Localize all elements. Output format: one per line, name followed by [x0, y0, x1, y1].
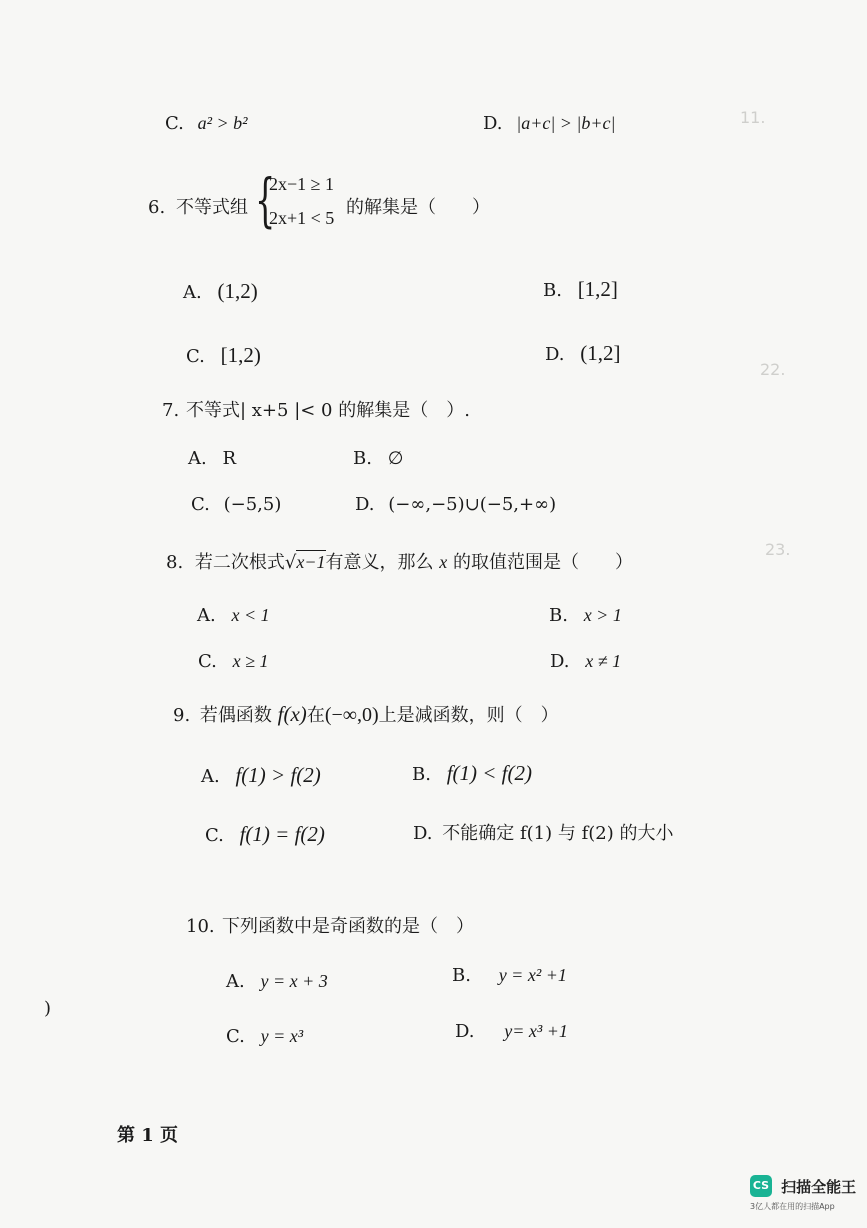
- option-value: [1,2]: [577, 277, 618, 301]
- left-brace: {: [255, 166, 276, 234]
- q7-option-a: [188, 448, 236, 470]
- q10-option-a: [226, 970, 328, 993]
- q10-option-b: [452, 964, 567, 987]
- option-label: C.: [165, 113, 184, 134]
- system-line-2: 2x+1 < 5: [269, 208, 335, 228]
- option-label: D.: [455, 1021, 475, 1042]
- q7-option-c: [191, 494, 281, 516]
- q9-stem-after: 上是减函数，则（ ）: [378, 705, 559, 726]
- option-label: D.: [413, 823, 433, 844]
- radicand: x−1: [296, 552, 326, 572]
- q6-option-a: [183, 280, 258, 304]
- q9-stem-mid: 在: [306, 705, 325, 726]
- option-label: A.: [201, 766, 220, 787]
- q9-option-d: [413, 823, 673, 845]
- sqrt-icon: √: [284, 552, 297, 573]
- q9-option-a: [201, 764, 321, 788]
- option-value: x < 1: [231, 605, 270, 625]
- option-label: A.: [197, 605, 216, 626]
- option-label: B.: [353, 448, 372, 469]
- option-value: 不能确定 f(1) 与 f(2) 的大小: [442, 823, 674, 844]
- q7-option-d: [355, 494, 556, 516]
- q7-option-b: [353, 448, 403, 470]
- option-label: C.: [226, 1026, 245, 1047]
- option-value: [1,2): [220, 343, 261, 367]
- q6-option-c: [186, 344, 261, 368]
- stray-parenthesis: ): [44, 998, 52, 1019]
- q10-option-c: [226, 1025, 303, 1048]
- q9-fx: f(x): [277, 702, 307, 726]
- option-label: A.: [183, 282, 202, 303]
- option-value: (1,2): [217, 279, 258, 303]
- option-label: B.: [452, 965, 471, 986]
- option-value: y = x² +1: [498, 965, 567, 985]
- q8-option-a: [197, 604, 270, 627]
- option-value: x ≥ 1: [232, 651, 269, 671]
- scanner-tagline: 3亿人都在用的扫描App: [750, 1202, 835, 1211]
- q6-option-b: [543, 278, 618, 302]
- bleed-through: 23.: [765, 540, 791, 559]
- option-value: y = x³: [260, 1026, 304, 1046]
- q9-interval: (−∞,0): [324, 704, 379, 726]
- option-value: ∅: [387, 448, 404, 469]
- q7-number: 7.: [162, 400, 180, 421]
- option-value: f(1) = f(2): [239, 822, 325, 846]
- q9-number: 9.: [173, 705, 191, 726]
- q9-option-b: [412, 762, 532, 786]
- q5-option-d: [483, 112, 615, 135]
- option-label: A.: [226, 971, 245, 992]
- option-value: x > 1: [583, 605, 622, 625]
- option-label: C.: [198, 651, 217, 672]
- option-label: D.: [550, 651, 570, 672]
- option-label: C.: [191, 494, 210, 515]
- option-value: f(1) < f(2): [446, 761, 532, 785]
- option-value: f(1) > f(2): [235, 763, 321, 787]
- option-label: C.: [186, 346, 205, 367]
- q8-option-c: [198, 650, 268, 673]
- option-expr: |a+c| > |b+c|: [516, 113, 616, 133]
- option-label: B.: [549, 605, 568, 626]
- bleed-through: 11.: [740, 108, 766, 127]
- option-value: (1,2]: [580, 341, 621, 365]
- q8-stem-mid: 有意义，那么: [325, 552, 434, 573]
- q8-number: 8.: [166, 552, 184, 573]
- q6-number: 6.: [148, 197, 166, 218]
- option-value: (−5,5): [223, 494, 282, 515]
- option-value: y= x³ +1: [504, 1021, 568, 1041]
- q6-stem-after: 的解集是（ ）: [346, 197, 490, 218]
- option-expr: a² > b²: [197, 113, 248, 133]
- option-label: A.: [188, 448, 207, 469]
- q8-option-d: [550, 650, 621, 673]
- bleed-through: 22.: [760, 360, 786, 379]
- scanner-watermark: [750, 1175, 857, 1211]
- q8-stem-after: 的取值范围是（ ）: [453, 552, 634, 573]
- page-number: 第 1 页: [117, 1125, 179, 1146]
- q9-option-c: [205, 823, 325, 847]
- option-label: B.: [543, 280, 562, 301]
- option-value: (−∞,−5)∪(−5,+∞): [388, 494, 557, 515]
- option-value: y = x + 3: [260, 971, 328, 991]
- option-label: D.: [355, 494, 375, 515]
- q8-stem-before: 若二次根式: [194, 552, 285, 573]
- q8-option-b: [549, 604, 622, 627]
- q10-stem: 下列函数中是奇函数的是（ ）: [222, 916, 474, 937]
- q9-stem: [173, 703, 559, 727]
- option-label: D.: [483, 113, 503, 134]
- system-line-1: 2x−1 ≥ 1: [269, 174, 335, 194]
- q10-number: 10.: [186, 916, 215, 937]
- option-value: x ≠ 1: [585, 651, 622, 671]
- q6-option-d: [545, 342, 621, 366]
- q9-stem-before: 若偶函数: [199, 705, 272, 726]
- scanner-logo-icon: CS: [750, 1175, 772, 1197]
- option-value: R: [222, 448, 237, 469]
- scanner-brand: 扫描全能王: [781, 1177, 857, 1196]
- q7-stem: 不等式| x+5 |< 0 的解集是（ ）.: [186, 400, 470, 421]
- sqrt-expression: [285, 551, 326, 574]
- option-label: B.: [412, 764, 431, 785]
- q8-var: x: [439, 552, 448, 572]
- q5-option-c: [165, 112, 248, 135]
- option-label: D.: [545, 344, 565, 365]
- q10-option-d: [455, 1020, 568, 1043]
- q8-stem: [166, 551, 633, 574]
- q6-stem-before: 不等式组: [176, 197, 248, 218]
- option-label: C.: [205, 825, 224, 846]
